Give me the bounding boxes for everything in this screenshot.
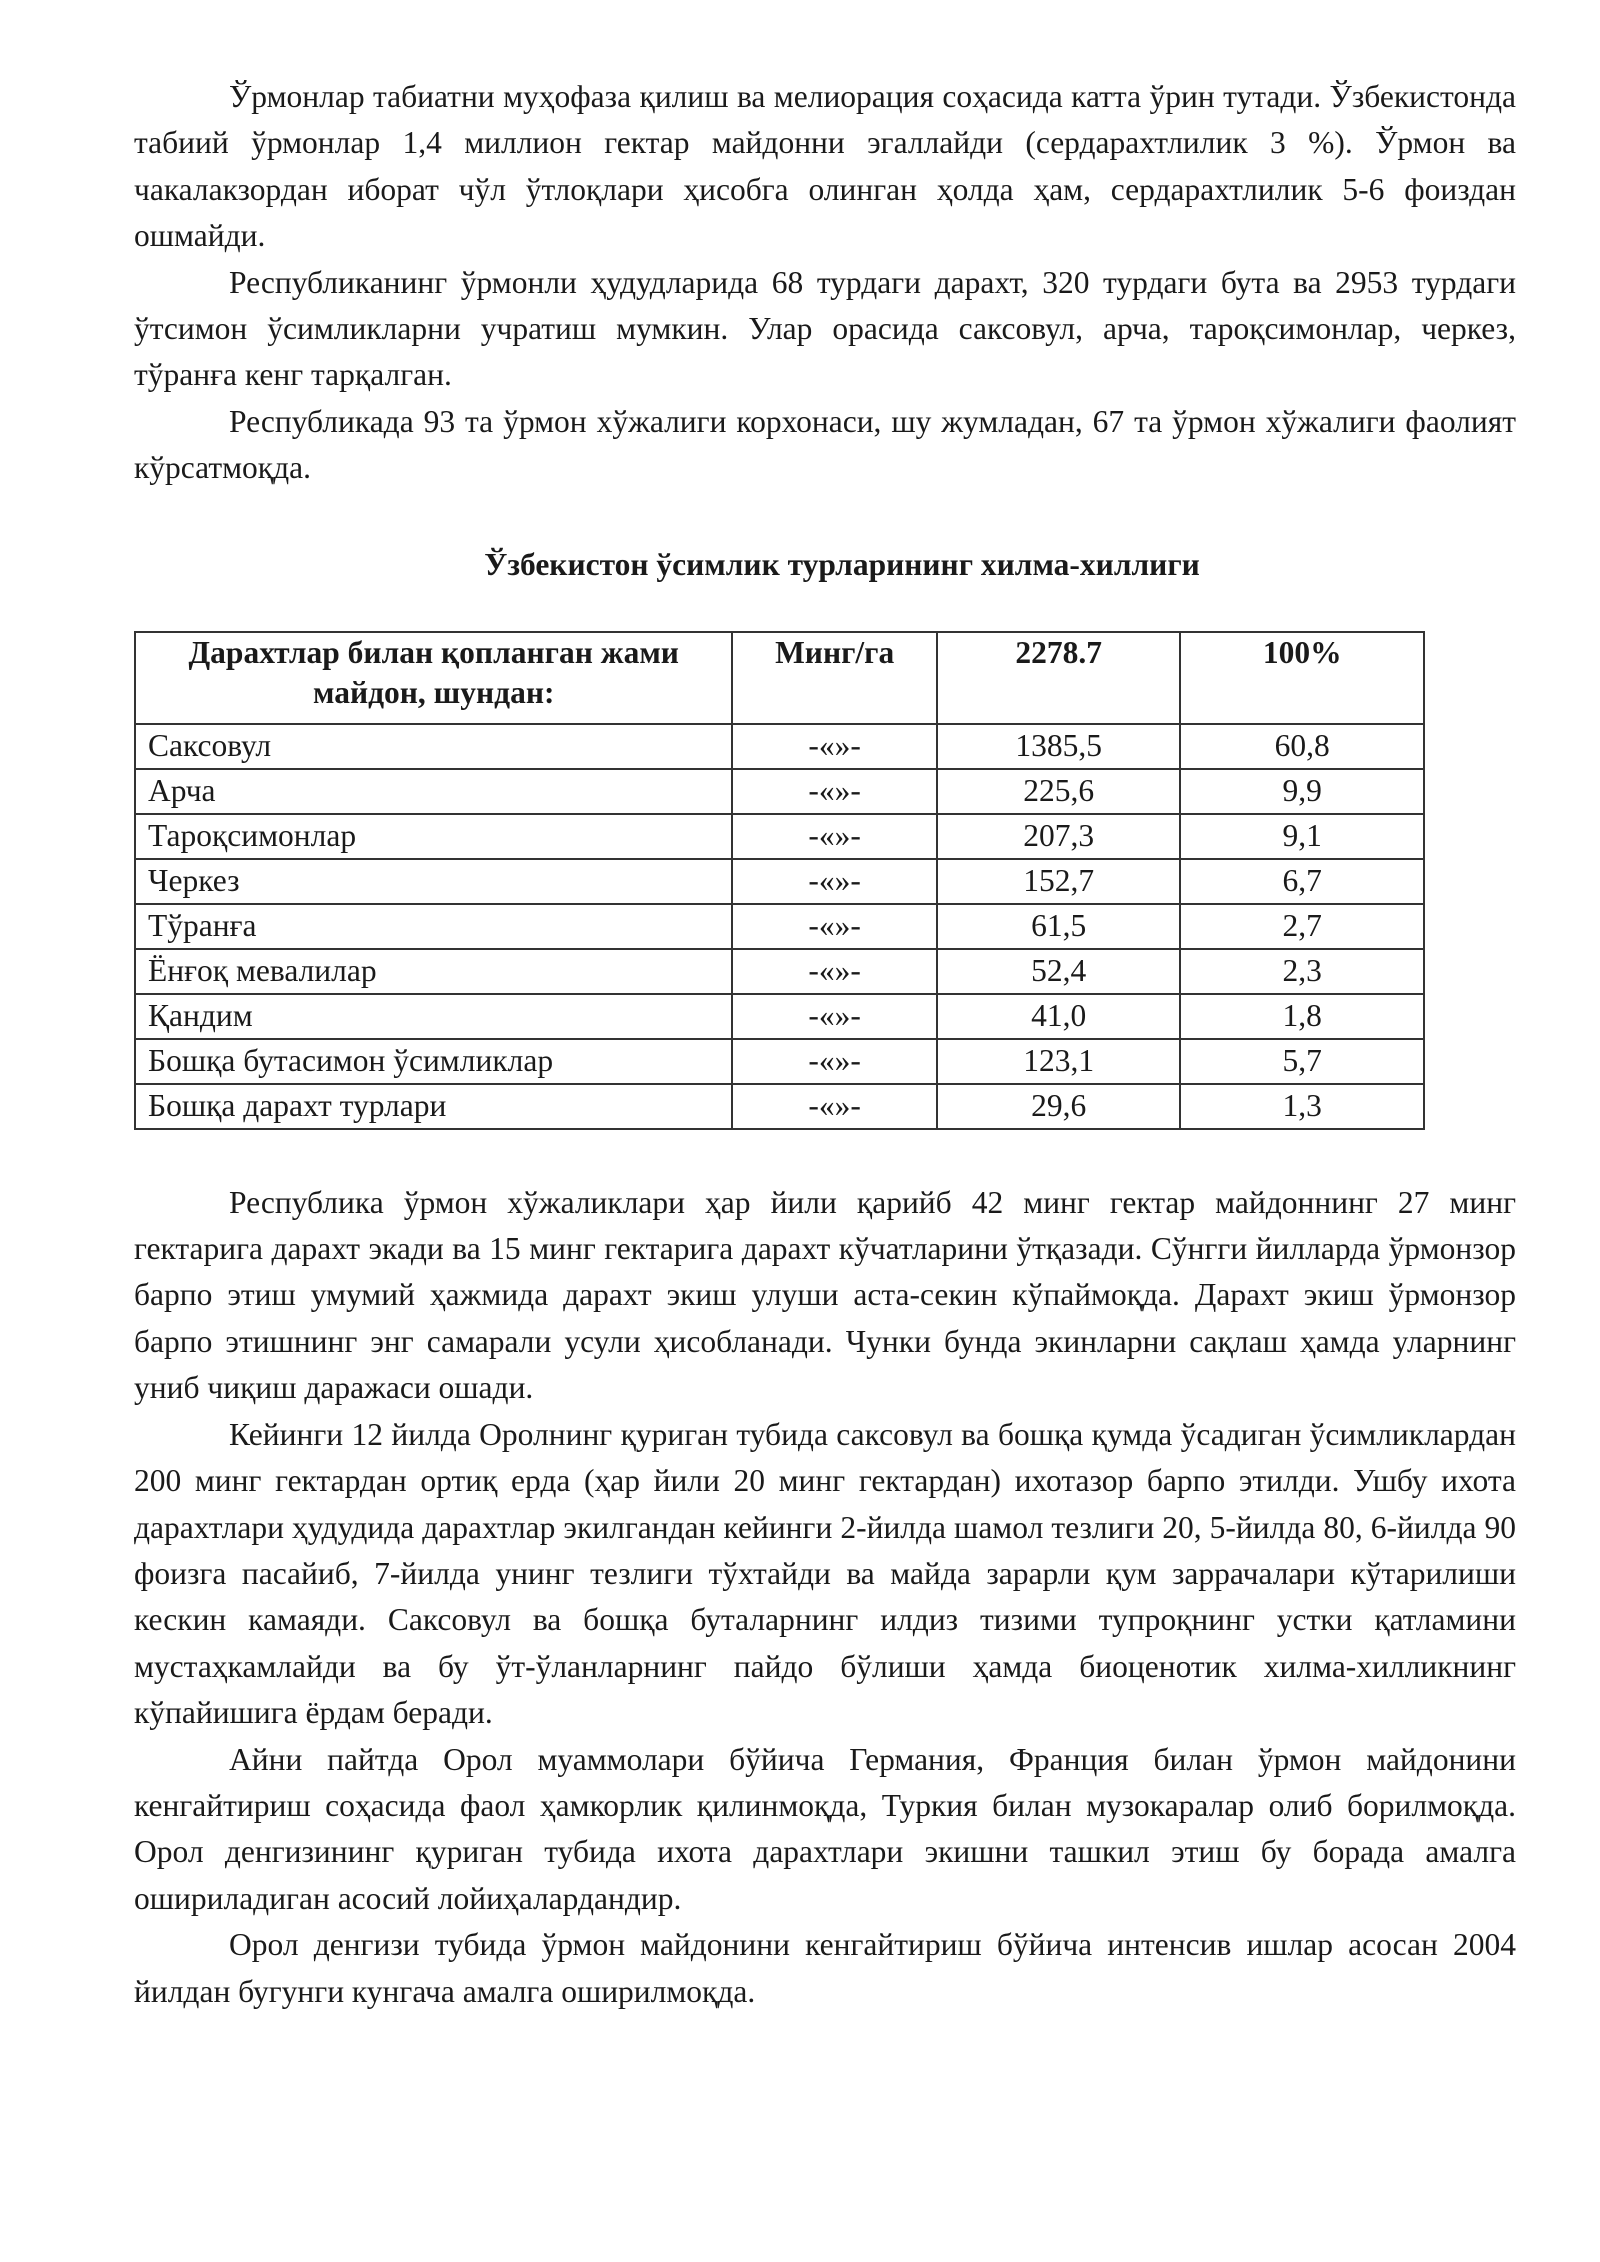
species-name-cell: Бошқа бутасимон ўсимликлар	[135, 1039, 732, 1084]
paragraph: Республика ўрмон хўжаликлари ҳар йили қарийб 42 минг гектар майдоннинг 27 минг гектарига дарахт экади ва 15 минг гектарига дарахт кўчатларини ўтқазади. Сўнгги йилларда ўрмонзор барпо этиш умумий ҳажмида дарахт экиш улуши аста-секин кўпаймоқда. Дарахт экиш ўрмонзор барпо этишнинг энг самарали усули ҳисобланади. Чунки бунда экинларни сақлаш ҳамда уларнинг униб чиқиш даражаси ошади.	[134, 1184, 1516, 1406]
unit-cell: -«»-	[732, 1084, 936, 1129]
species-name-cell: Арча	[135, 769, 732, 814]
value-cell: 52,4	[937, 949, 1181, 994]
header-unit-cell: Минг/га	[732, 632, 936, 724]
paragraph: Айни пайтда Орол муаммолари бўйича Германия, Франция билан ўрмон майдонини кенгайтириш соҳасида фаол ҳамкорлик қилинмоқда, Туркия билан музокаралар олиб борилмоқда. Орол денгизининг қуриган тубида ихота дарахтлари экишни ташкил этиш бу борада амалга ошириладиган асосий лойиҳалардандир.	[134, 1741, 1516, 1916]
table-row	[135, 769, 1424, 814]
table-title: Ўзбекистон ўсимлик турларининг хилма-хиллиги	[484, 546, 1200, 582]
value-cell: 225,6	[937, 769, 1181, 814]
species-name-cell: Саксовул	[135, 724, 732, 769]
percent-cell: 5,7	[1180, 1039, 1424, 1084]
percent-cell: 9,9	[1180, 769, 1424, 814]
paragraph: Республикада 93 та ўрмон хўжалиги корхонаси, шу жумладан, 67 та ўрмон хўжалиги фаолият кўрсатмоқда.	[134, 403, 1516, 486]
unit-cell: -«»-	[732, 949, 936, 994]
species-name-cell: Қандим	[135, 994, 732, 1039]
species-name-cell: Тароқсимонлар	[135, 814, 732, 859]
species-name-cell: Бошқа дарахт турлари	[135, 1084, 732, 1129]
unit-cell: -«»-	[732, 904, 936, 949]
table-row	[135, 1084, 1424, 1129]
value-cell: 29,6	[937, 1084, 1181, 1129]
table-row	[135, 994, 1424, 1039]
table-header-row	[135, 632, 1424, 724]
species-name-cell: Черкез	[135, 859, 732, 904]
table-row	[135, 949, 1424, 994]
percent-cell: 2,3	[1180, 949, 1424, 994]
value-cell: 41,0	[937, 994, 1181, 1039]
percent-cell: 9,1	[1180, 814, 1424, 859]
percent-cell: 2,7	[1180, 904, 1424, 949]
percent-cell: 60,8	[1180, 724, 1424, 769]
unit-cell: -«»-	[732, 859, 936, 904]
species-table	[134, 631, 1425, 1130]
value-cell: 152,7	[937, 859, 1181, 904]
value-cell: 1385,5	[937, 724, 1181, 769]
document-page	[134, 74, 1516, 2015]
header-value-cell: 2278.7	[937, 632, 1181, 724]
percent-cell: 1,3	[1180, 1084, 1424, 1129]
paragraph: Ўрмонлар табиатни муҳофаза қилиш ва мелиорация соҳасида катта ўрин тутади. Ўзбекистонда табиий ўрмонлар 1,4 миллион гектар майдонни эгаллайди (сердарахтлилик 3 %). Ўрмон ва чакалакзордан иборат чўл ўтлоқлари ҳисобга олинган ҳолда ҳам, сердарахтлилик 5-6 фоиздан ошмайди.	[134, 79, 1516, 254]
value-cell: 123,1	[937, 1039, 1181, 1084]
header-percent-cell: 100%	[1180, 632, 1424, 724]
table-row	[135, 859, 1424, 904]
paragraph: Кейинги 12 йилда Оролнинг қуриган тубида саксовул ва бошқа қумда ўсадиган ўсимликлардан 200 минг гектардан ортиқ ерда (ҳар йили 20 минг гектардан) ихотазор барпо этилди. Ушбу ихота дарахтлари ҳудудида дарахтлар экилгандан кейинги 2-йилда шамол тезлиги 20, 5-йилда 80, 6-йилда 90 фоизга пасайиб, 7-йилда унинг тезлиги тўхтайди ва майда зарарли қум заррачалари кўтарилиши кескин камаяди. Саксовул ва бошқа буталарнинг илдиз тизими тупроқнинг устки қатламини мустаҳкамлайди ва бу ўт-ўланларнинг пайдо бўлиши ҳамда биоценотик хилма-хилликнинг кўпайишига ёрдам беради.	[134, 1416, 1516, 1731]
table-row	[135, 1039, 1424, 1084]
table-row	[135, 904, 1424, 949]
table-row	[135, 814, 1424, 859]
percent-cell: 6,7	[1180, 859, 1424, 904]
species-name-cell: Тўранға	[135, 904, 732, 949]
percent-cell: 1,8	[1180, 994, 1424, 1039]
value-cell: 207,3	[937, 814, 1181, 859]
unit-cell: -«»-	[732, 769, 936, 814]
value-cell: 61,5	[937, 904, 1181, 949]
unit-cell: -«»-	[732, 814, 936, 859]
unit-cell: -«»-	[732, 994, 936, 1039]
unit-cell: -«»-	[732, 724, 936, 769]
table-row	[135, 724, 1424, 769]
header-name-cell: Дарахтлар билан қопланган жами майдон, шундан:	[135, 632, 732, 724]
paragraph: Республиканинг ўрмонли ҳудудларида 68 турдаги дарахт, 320 турдаги бута ва 2953 турдаги ўтсимон ўсимликларни учратиш мумкин. Улар орасида саксовул, арча, тароқсимонлар, черкез, тўранға кенг тарқалган.	[134, 264, 1516, 393]
unit-cell: -«»-	[732, 1039, 936, 1084]
species-name-cell: Ёнғоқ мевалилар	[135, 949, 732, 994]
paragraph: Орол денгизи тубида ўрмон майдонини кенгайтириш бўйича интенсив ишлар асосан 2004 йилдан бугунги кунгача амалга оширилмоқда.	[134, 1927, 1516, 2009]
